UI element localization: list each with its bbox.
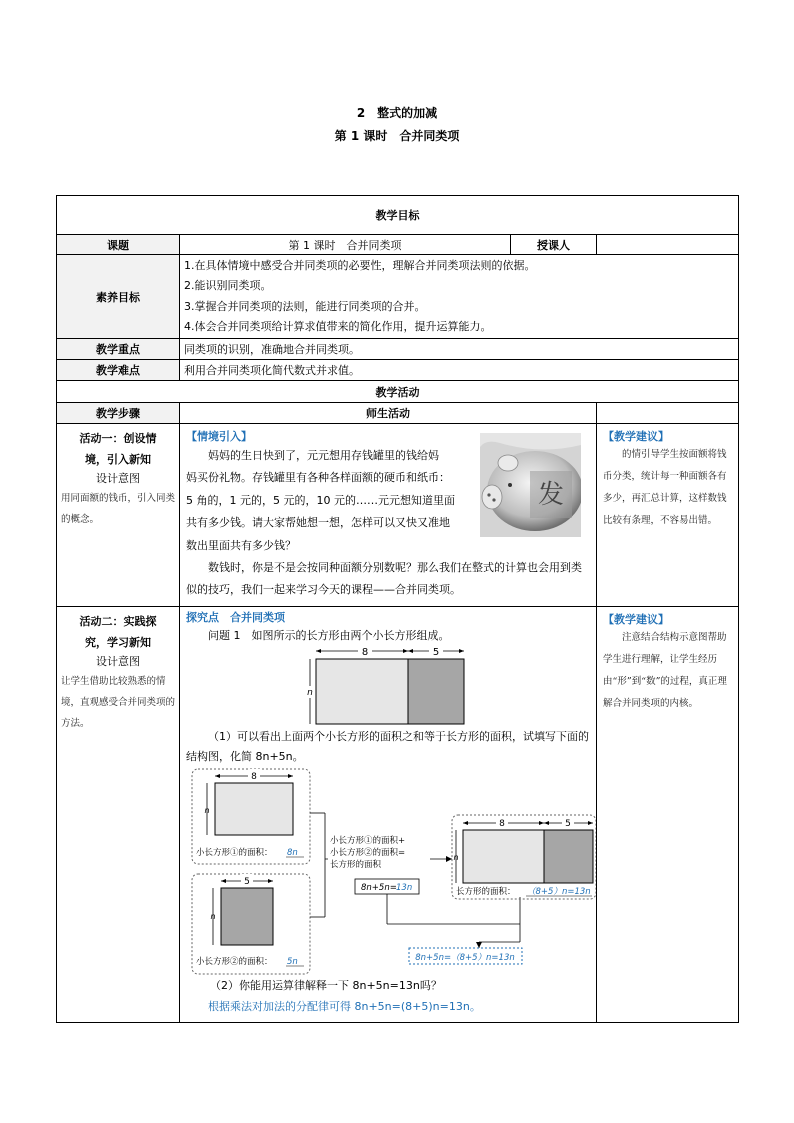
question1-part2: （2）你能用运算律解释一下 8n+5n=13n吗？ (210, 978, 442, 992)
activity1-design-label: 设计意图 (96, 472, 140, 485)
middle-text-2: 小长方形②的面积= (330, 847, 406, 858)
big-rect-part-2 (544, 830, 593, 883)
activity2-step-cell (57, 606, 180, 1022)
label-key-points: 教学重点 (57, 339, 180, 360)
rect-part-2 (408, 659, 464, 724)
story-line: 妈买份礼物。存钱罐里有各种各样面额的硬币和纸币： (186, 471, 450, 485)
label-teacher: 授课人 (511, 235, 597, 255)
final-equation: 8n+5n=（8+5）n=13n (415, 952, 515, 963)
difficulty-value: 利用合并同类项化简代数式并求值。 (180, 360, 739, 381)
box2-height-label: n (210, 911, 216, 921)
scenario-tag: 【情境引入】 (186, 430, 252, 443)
activity1-suggest-cell (597, 424, 739, 607)
box2-label: 小长方形②的面积： (196, 956, 273, 967)
question1-answer: 根据乘法对加法的分配律可得 8n+5n=(8+5)n=13n。 (208, 999, 481, 1013)
label-literacy-goals: 素养目标 (57, 255, 180, 339)
topic-value: 第 1 课时 合并同类项 (180, 235, 511, 255)
activity1-step-cell (57, 424, 180, 607)
structure-diagram (190, 767, 596, 989)
big-width-5: 5 (565, 818, 571, 829)
piggy-bank-image (480, 433, 581, 537)
box2-width-label: 5 (244, 876, 250, 887)
sum-prefix: 8n+5n= (361, 882, 397, 893)
activity2-design-label: 设计意图 (96, 654, 140, 668)
activity2-name-line1: 活动二：实践探 (79, 614, 157, 628)
fig-height-n: n (307, 687, 313, 698)
activity1-content (180, 424, 597, 607)
story-line: 共有多少钱。请大家帮她想一想，怎样可以又快又准地 (186, 516, 450, 530)
activity2-content (180, 606, 597, 1022)
goal-item: 4.体会合并同类项给计算求值带来的简化作用，提升运算能力。 (184, 320, 492, 333)
box1-rect (215, 783, 293, 835)
teacher-value (597, 235, 739, 255)
story-line: 妈妈的生日快到了，元元想用存钱罐里的钱给妈 (208, 449, 439, 462)
goal-item: 2.能识别同类项。 (184, 279, 272, 292)
label-steps: 教学步骤 (57, 403, 180, 424)
goal-item: 3.掌握合并同类项的法则，能进行同类项的合并。 (184, 299, 426, 313)
question1: 问题 1 如图所示的长方形由两个小长方形组成。 (208, 628, 450, 642)
label-interaction: 师生活动 (180, 403, 597, 424)
section-activities-header: 教学活动 (57, 381, 739, 403)
story-paragraph-2: 数钱时，你是不是会按同种面额分别数呢？那么我们在整式的计算也会用到类似的技巧，我们一起来学习今天的课程——合并同类项。 (186, 561, 582, 597)
activity2-name-line2: 究，学习新知 (85, 635, 151, 649)
activity2-design-text: 让学生借助比较熟悉的情境，直观感受合并同类项的方法。 (61, 675, 176, 729)
rect-part-1 (316, 659, 408, 724)
rectangle-figure (304, 644, 474, 726)
fig-width-8: 8 (361, 646, 369, 658)
suggest-tag: 【教学建议】 (603, 430, 669, 443)
big-answer: （8+5）n=13n (527, 886, 591, 897)
box1-answer: 8n (287, 847, 298, 858)
box1-width-label: 8 (251, 771, 257, 782)
box2-answer: 5n (287, 956, 298, 967)
goal-item: 1.在具体情境中感受合并同类项的必要性，理解合并同类项法则的依据。 (184, 258, 536, 272)
activity1-name-line2: 境，引入新知 (85, 453, 151, 466)
fig-width-5: 5 (432, 646, 440, 658)
piggy-char: 发 (537, 480, 565, 510)
lesson-subheading: 第 1 课时 合并同类项 (334, 129, 460, 143)
sum-answer: 13n (396, 882, 413, 893)
activity1-name-line1: 活动一：创设情 (79, 432, 157, 445)
lesson-heading: 2 整式的加减 (356, 106, 438, 120)
big-height-label: n (453, 852, 459, 862)
box1-height-label: n (204, 805, 210, 815)
activity1-design-text: 用同面额的钱币，引入同类的概念。 (61, 493, 176, 525)
big-label: 长方形的面积： (456, 886, 516, 897)
suggest-tag: 【教学建议】 (603, 612, 669, 626)
label-topic: 课题 (57, 235, 180, 255)
suggest-text: 的情引导学生按面额将钱币分类，统计每一种面额各有多少，再汇总计算，这样数钱比较有条理，不容易出错。 (603, 449, 727, 526)
middle-text-3: 长方形的面积 (330, 859, 382, 870)
box1-label: 小长方形①的面积： (196, 847, 273, 858)
story-line: 数出里面共有多少钱？ (186, 538, 296, 552)
big-rect-part-1 (463, 830, 544, 883)
big-width-8: 8 (499, 818, 505, 829)
goals-list (180, 255, 739, 339)
activity2-suggest-cell (597, 606, 739, 1022)
middle-text-1: 小长方形①的面积+ (330, 835, 406, 846)
suggest-text: 注意结合结构示意图帮助学生进行理解，让学生经历由“形”到“数”的过程，真正理解合并同类项的内核。 (603, 631, 727, 709)
label-difficulty: 教学难点 (57, 360, 180, 381)
lesson-plan-table (56, 195, 739, 1023)
explore-tag: 探究点 合并同类项 (186, 610, 285, 624)
story-line: 5 角的，1 元的，5 元的，10 元的……元元想知道里面 (186, 493, 455, 507)
question1-part1: （1）可以看出上面两个小长方形的面积之和等于长方形的面积，试填写下面的结构图，化简 8n+5n。 (186, 729, 589, 763)
box2-rect (221, 888, 273, 945)
section-goals-header: 教学目标 (57, 196, 739, 235)
key-points-value: 同类项的识别，准确地合并同类项。 (180, 339, 739, 360)
